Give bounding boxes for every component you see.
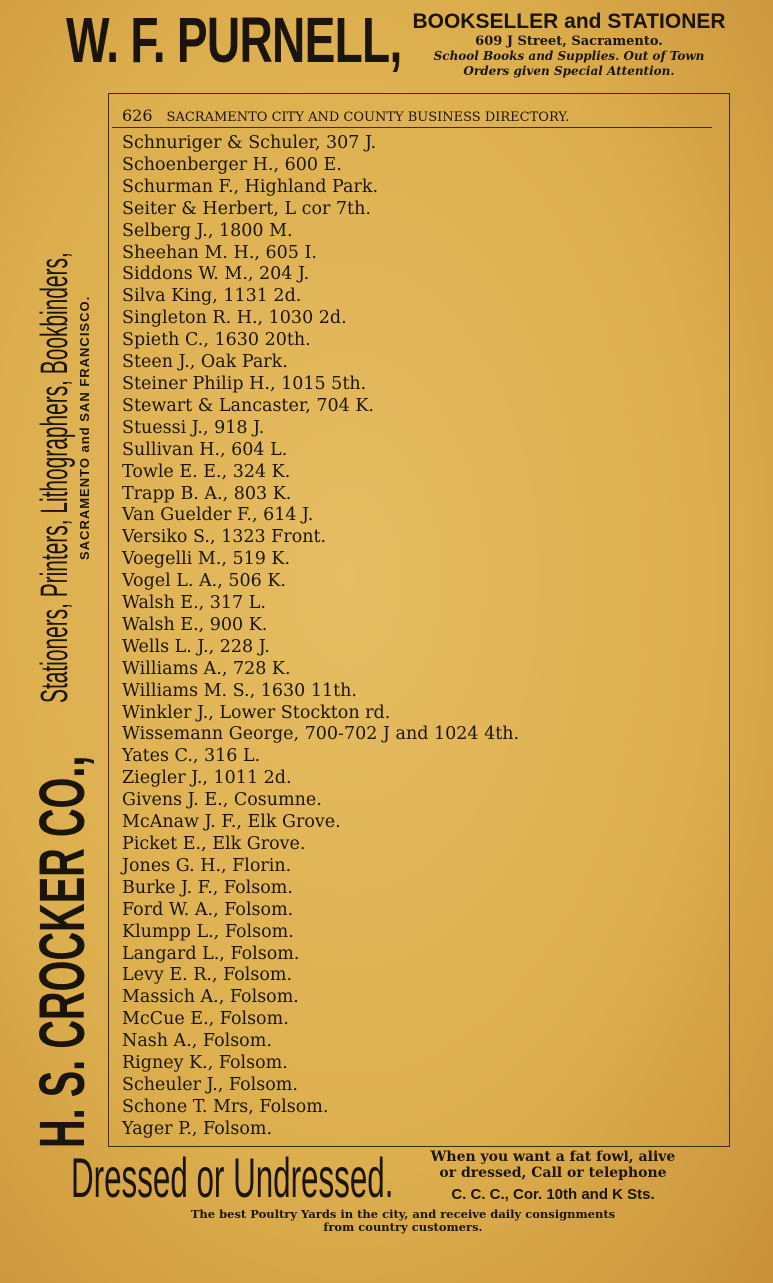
bottom-ad-footer xyxy=(70,1208,736,1234)
directory-entry: Silva King, 1131 2d. xyxy=(122,286,302,307)
bottom-ad-line4: The best Poultry Yards in the city, and receive daily consignments xyxy=(190,1207,616,1221)
directory-list xyxy=(122,133,519,1141)
directory-entry: Selberg J., 1800 M. xyxy=(122,220,293,241)
top-ad-line4: Orders given Special Attention. xyxy=(463,64,675,78)
directory-entry: Siddons W. M., 204 J. xyxy=(122,264,310,285)
directory-entry: McCue E., Folsom. xyxy=(122,1009,289,1030)
directory-entry: Klumpp L., Folsom. xyxy=(122,921,294,942)
directory-entry: McAnaw J. F., Elk Grove. xyxy=(122,812,341,833)
directory-entry: Sullivan H., 604 L. xyxy=(122,439,288,460)
page-title: SACRAMENTO CITY AND COUNTY BUSINESS DIRECTORY. xyxy=(166,110,570,125)
directory-entry: Ziegler J., 1011 2d. xyxy=(122,768,292,789)
bottom-ad-line1: When you want a fat fowl, alive xyxy=(430,1149,676,1165)
directory-entry: Trapp B. A., 803 K. xyxy=(122,483,292,504)
directory-entry: Winkler J., Lower Stockton rd. xyxy=(122,702,391,723)
side-ad-trades: Stationers, Printers, Lithographers, Bookbinders, xyxy=(34,252,76,703)
directory-entry: Voegelli M., 519 K. xyxy=(122,549,291,570)
directory-entry: Williams A., 728 K. xyxy=(122,658,291,679)
directory-entry: Scheuler J., Folsom. xyxy=(122,1074,298,1095)
header-divider xyxy=(112,127,712,128)
directory-entry: Nash A., Folsom. xyxy=(122,1031,272,1052)
directory-entry: Steiner Philip H., 1015 5th. xyxy=(122,373,367,394)
directory-entry: Seiter & Herbert, L cor 7th. xyxy=(122,198,371,219)
directory-entry: Van Guelder F., 614 J. xyxy=(122,505,314,526)
directory-entry: Picket E., Elk Grove. xyxy=(122,834,306,854)
directory-entry: Towle E. E., 324 K. xyxy=(122,461,291,482)
top-ad-line1: BOOKSELLER and STATIONER xyxy=(412,10,726,33)
directory-entry: Stewart & Lancaster, 704 K. xyxy=(122,395,374,416)
top-ad-name: W. F. PURNELL, xyxy=(66,4,402,76)
directory-entry: Vogel L. A., 506 K. xyxy=(122,571,286,592)
bottom-ad-details xyxy=(370,1149,736,1203)
directory-entry: Levy E. R., Folsom. xyxy=(122,965,293,986)
page-number: 626 xyxy=(122,106,153,125)
directory-entry: Langard L., Folsom. xyxy=(122,943,300,964)
directory-entry: Burke J. F., Folsom. xyxy=(122,877,293,898)
bottom-ad-headline: Dressed or Undressed. xyxy=(71,1146,394,1209)
directory-entry: Stuessi J., 918 J. xyxy=(122,417,265,438)
directory-entry: Schoenberger H., 600 E. xyxy=(122,154,342,175)
bottom-ad-line2: or dressed, Call or telephone xyxy=(439,1165,667,1181)
bottom-ad-line3: C. C. C., Cor. 10th and K Sts. xyxy=(451,1186,655,1203)
directory-entry: Spieth C., 1630 20th. xyxy=(122,330,311,351)
directory-entry: Versiko S., 1323 Front. xyxy=(122,527,327,548)
directory-entry: Ford W. A., Folsom. xyxy=(122,899,294,920)
directory-entry: Williams M. S., 1630 11th. xyxy=(122,680,357,701)
directory-entry: Schurman F., Highland Park. xyxy=(122,176,379,197)
directory-entry: Wells L. J., 228 J. xyxy=(122,636,270,657)
directory-entry: Wissemann George, 700-702 J and 1024 4th. xyxy=(122,724,520,745)
directory-entry: Singleton R. H., 1030 2d. xyxy=(122,308,347,329)
directory-entry: Yates C., 316 L. xyxy=(122,746,261,767)
top-ad-details xyxy=(404,10,734,79)
directory-entry: Walsh E., 317 L. xyxy=(122,593,266,614)
directory-entry: Steen J., Oak Park. xyxy=(122,352,288,373)
directory-entry: Jones G. H., Florin. xyxy=(122,855,292,876)
top-ad-line3: School Books and Supplies. Out of Town xyxy=(433,49,705,63)
page-header xyxy=(122,106,712,125)
bottom-ad-line5: from country customers. xyxy=(323,1220,483,1234)
directory-entry: Massich A., Folsom. xyxy=(122,987,299,1008)
directory-entry: Yager P., Folsom. xyxy=(122,1118,273,1139)
directory-entry: Sheehan M. H., 605 I. xyxy=(122,242,317,263)
side-ad-company: H. S. CROCKER CO., xyxy=(26,755,98,1148)
directory-entry: Walsh E., 900 K. xyxy=(122,614,268,635)
side-ad-cities: SACRAMENTO and SAN FRANCISCO. xyxy=(77,295,92,560)
directory-entry: Schone T. Mrs, Folsom. xyxy=(122,1096,329,1117)
directory-entry: Rigney K., Folsom. xyxy=(122,1053,288,1074)
top-ad-line2: 609 J Street, Sacramento. xyxy=(475,34,663,49)
directory-entry: Givens J. E., Cosumne. xyxy=(122,790,322,811)
directory-entry: Schnuriger & Schuler, 307 J. xyxy=(122,133,377,153)
